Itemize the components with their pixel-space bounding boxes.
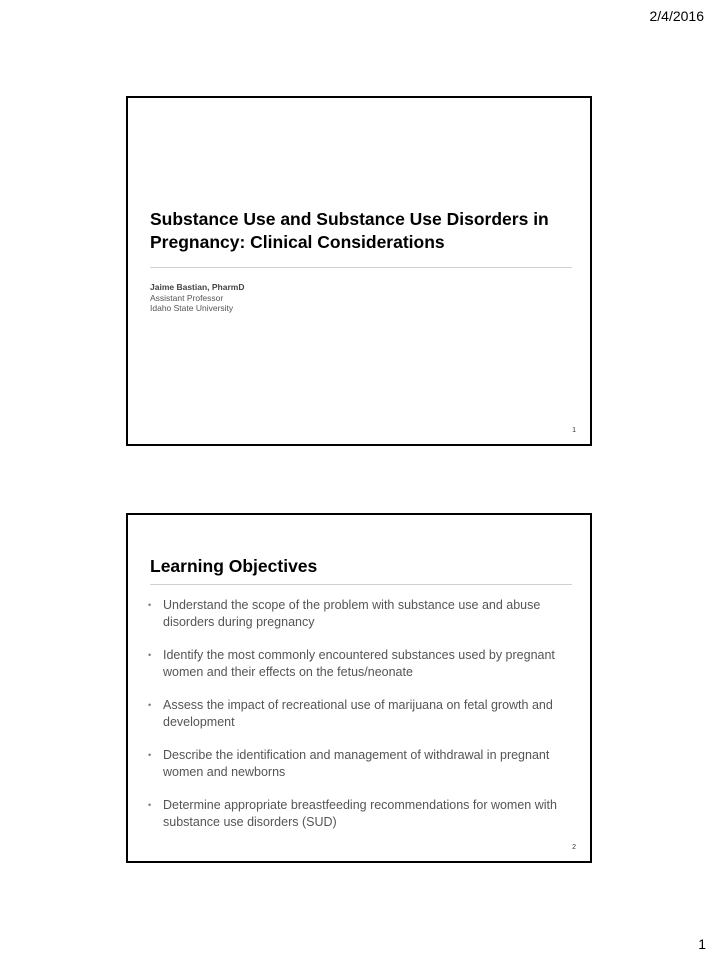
bullet-icon: • — [148, 750, 152, 760]
slide-number: 2 — [572, 844, 576, 851]
list-item — [148, 647, 574, 680]
list-item — [148, 697, 574, 730]
bullet-icon: • — [148, 700, 152, 710]
list-item — [148, 797, 574, 830]
slide-title: Learning Objectives — [150, 556, 318, 576]
slide-2 — [126, 513, 592, 863]
bullet-icon: • — [148, 600, 152, 610]
objective-text: Understand the scope of the problem with substance use and abuse disorders during pregnancy — [163, 598, 541, 629]
title-divider — [150, 584, 572, 585]
objective-text: Describe the identification and management of withdrawal in pregnant women and newborns — [163, 748, 550, 779]
bullet-icon: • — [148, 650, 152, 660]
author-position: Assistant Professor — [150, 292, 224, 303]
print-date: 2/4/2016 — [649, 8, 704, 24]
objective-text: Identify the most commonly encountered substances used by pregnant women and their effects on the fetus/neonate — [163, 648, 555, 679]
slide-title: Substance Use and Substance Use Disorders in Pregnancy: Clinical Considerations — [150, 209, 549, 252]
page-number: 1 — [698, 936, 706, 952]
slide-number: 1 — [572, 427, 576, 434]
bullet-icon: • — [148, 800, 152, 810]
author-block — [150, 282, 244, 314]
list-item — [148, 597, 574, 630]
objective-text: Assess the impact of recreational use of marijuana on fetal growth and development — [163, 698, 553, 729]
objectives-list — [148, 597, 574, 847]
list-item — [148, 747, 574, 780]
author-institution: Idaho State University — [150, 303, 234, 313]
objective-text: Determine appropriate breastfeeding recommendations for women with substance use disorders (SUD) — [163, 798, 557, 829]
author-name: Jaime Bastian, PharmD — [150, 282, 245, 292]
title-divider — [150, 267, 572, 268]
slide-1 — [126, 96, 592, 446]
